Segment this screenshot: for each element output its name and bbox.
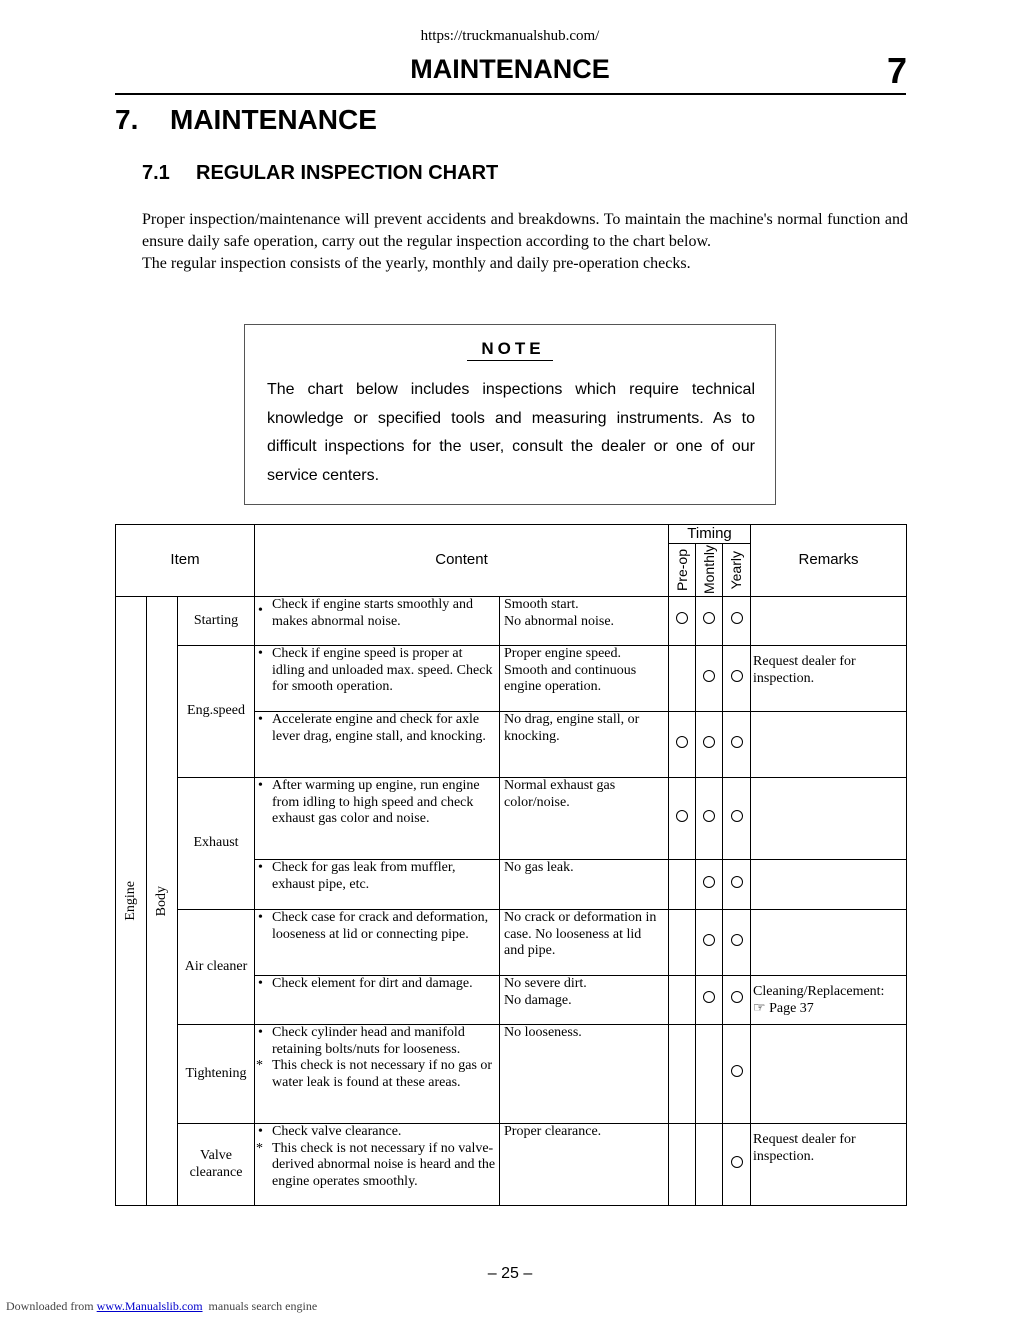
section-number: 7. bbox=[115, 104, 139, 135]
monthly-mark bbox=[696, 646, 723, 712]
subsection-title: REGULAR INSPECTION CHART bbox=[196, 162, 499, 184]
subsection-heading bbox=[142, 162, 498, 185]
check-circle-icon bbox=[703, 934, 715, 946]
yearly-mark bbox=[723, 1124, 751, 1206]
item-name: Tightening bbox=[178, 1025, 255, 1124]
note-heading-wrap bbox=[245, 339, 775, 361]
result-cell bbox=[500, 910, 669, 976]
check-circle-icon bbox=[731, 670, 743, 682]
bullet: • bbox=[258, 1025, 263, 1040]
intro-paragraph: Proper inspection/maintenance will prevent accidents and breakdowns. To maintain the machine's normal function and ensure daily safe operation, carry out the regular inspection according to the chart below. bbox=[142, 211, 908, 250]
check-circle-icon bbox=[703, 612, 715, 624]
header-preop: Pre-op bbox=[673, 548, 690, 592]
monthly-mark bbox=[696, 976, 723, 1025]
item-name: Eng.speed bbox=[178, 646, 255, 778]
remarks-cell bbox=[751, 597, 907, 646]
content-cell bbox=[255, 712, 500, 778]
chapter-number: 7 bbox=[886, 50, 907, 91]
content-cell bbox=[255, 976, 500, 1025]
result-text: Proper engine speed. Smooth and continuous engine operation. bbox=[504, 646, 637, 694]
content-text: Check for gas leak from muffler, exhaust pipe, etc. bbox=[272, 860, 456, 892]
asterisk: * bbox=[256, 1140, 263, 1156]
result-cell bbox=[500, 976, 669, 1025]
yearly-mark bbox=[723, 597, 751, 646]
header-remarks: Remarks bbox=[751, 525, 907, 597]
result-cell bbox=[500, 860, 669, 910]
page-number: – 25 – bbox=[487, 1265, 533, 1282]
remarks-text: Request dealer for inspection. bbox=[753, 1132, 856, 1164]
monthly-mark bbox=[696, 778, 723, 860]
section-heading bbox=[115, 104, 377, 136]
table-row bbox=[116, 1025, 907, 1124]
remarks-cell bbox=[751, 1025, 907, 1124]
result-text: Normal exhaust gas color/noise. bbox=[504, 778, 616, 810]
monthly-mark bbox=[696, 1025, 723, 1124]
note-heading: NOTE bbox=[467, 339, 552, 361]
header-monthly-cell bbox=[696, 544, 723, 597]
check-circle-icon bbox=[731, 1065, 743, 1077]
item-name: Exhaust bbox=[178, 778, 255, 910]
header-content: Content bbox=[255, 525, 669, 597]
result-text: No looseness. bbox=[504, 1025, 582, 1040]
check-circle-icon bbox=[731, 934, 743, 946]
intro-paragraph: The regular inspection consists of the yearly, monthly and daily pre-operation checks. bbox=[142, 255, 691, 272]
manualslib-link[interactable]: www.Manualslib.com bbox=[96, 1299, 203, 1313]
header-title: MAINTENANCE bbox=[410, 54, 610, 84]
content-line bbox=[258, 1124, 497, 1141]
check-circle-icon bbox=[731, 991, 743, 1003]
result-text: No severe dirt. No damage. bbox=[504, 976, 587, 1008]
content-note-text: This check is not necessary if no gas or water leak is found at these areas. bbox=[272, 1058, 493, 1090]
check-circle-icon bbox=[676, 612, 688, 624]
subcategory-body: Body bbox=[153, 885, 169, 917]
source-url: https://truckmanualshub.com/ bbox=[420, 28, 600, 44]
content-note bbox=[256, 1140, 497, 1191]
check-circle-icon bbox=[703, 670, 715, 682]
monthly-mark bbox=[696, 860, 723, 910]
yearly-mark bbox=[723, 976, 751, 1025]
result-cell bbox=[500, 1025, 669, 1124]
item-name: Air cleaner bbox=[178, 910, 255, 1025]
inspection-table bbox=[115, 524, 907, 1206]
remarks-cell bbox=[751, 778, 907, 860]
bullet: • bbox=[258, 712, 263, 727]
monthly-mark bbox=[696, 712, 723, 778]
content-note bbox=[256, 1058, 497, 1091]
remarks-cell bbox=[751, 860, 907, 910]
content-note-text: This check is not necessary if no valve-derived abnormal noise is heard and the engine operates smoothly. bbox=[272, 1140, 496, 1189]
check-circle-icon bbox=[703, 810, 715, 822]
check-circle-icon bbox=[731, 736, 743, 748]
bullet: • bbox=[258, 778, 263, 793]
result-text: Proper clearance. bbox=[504, 1124, 602, 1139]
content-text: Check case for crack and deformation, looseness at lid or connecting pipe. bbox=[272, 910, 489, 942]
yearly-mark bbox=[723, 910, 751, 976]
header-item: Item bbox=[116, 525, 255, 597]
preop-mark bbox=[669, 976, 696, 1025]
category-engine: Engine bbox=[122, 881, 138, 921]
header-yearly-cell bbox=[723, 544, 751, 597]
header-yearly: Yearly bbox=[728, 550, 745, 590]
preop-mark bbox=[669, 712, 696, 778]
yearly-mark bbox=[723, 778, 751, 860]
check-circle-icon bbox=[676, 736, 688, 748]
bullet: • bbox=[258, 976, 263, 991]
check-circle-icon bbox=[731, 612, 743, 624]
content-cell bbox=[255, 597, 500, 646]
bullet: • bbox=[258, 646, 263, 661]
yearly-mark bbox=[723, 646, 751, 712]
preop-mark bbox=[669, 646, 696, 712]
preop-mark bbox=[669, 1025, 696, 1124]
footer bbox=[6, 1299, 317, 1314]
table-row bbox=[116, 646, 907, 712]
bullet: • bbox=[258, 1124, 263, 1139]
content-cell bbox=[255, 646, 500, 712]
item-name: Valve clearance bbox=[178, 1124, 255, 1206]
monthly-mark bbox=[696, 597, 723, 646]
note-box bbox=[244, 324, 776, 505]
content-cell bbox=[255, 1124, 500, 1206]
content-text: Accelerate engine and check for axle lever drag, engine stall, and knocking. bbox=[272, 712, 486, 744]
check-circle-icon bbox=[731, 1156, 743, 1168]
footer-prefix: Downloaded from bbox=[6, 1299, 94, 1313]
content-line bbox=[258, 1025, 497, 1058]
header-rule bbox=[115, 93, 906, 95]
check-circle-icon bbox=[731, 810, 743, 822]
preop-mark bbox=[669, 597, 696, 646]
yearly-mark bbox=[723, 712, 751, 778]
preop-mark bbox=[669, 1124, 696, 1206]
yearly-mark bbox=[723, 860, 751, 910]
result-text: No gas leak. bbox=[504, 860, 574, 875]
asterisk: * bbox=[256, 1058, 263, 1073]
result-cell bbox=[500, 712, 669, 778]
table-row bbox=[116, 597, 907, 646]
note-text: The chart below includes inspections which require technical knowledge or specified tools and measuring instruments. As to difficult inspections for the user, consult the dealer or one of our service centers. bbox=[267, 381, 755, 484]
result-cell bbox=[500, 646, 669, 712]
remarks-cell bbox=[751, 1124, 907, 1206]
content-cell bbox=[255, 778, 500, 860]
header-preop-cell bbox=[669, 544, 696, 597]
content-text: Check valve clearance. bbox=[272, 1124, 402, 1139]
content-text: After warming up engine, run engine from idling to high speed and check exhaust gas color and noise. bbox=[272, 778, 480, 826]
content-cell bbox=[255, 860, 500, 910]
result-cell bbox=[500, 597, 669, 646]
intro-text bbox=[142, 209, 908, 275]
bullet: • bbox=[258, 910, 263, 925]
table-row bbox=[116, 778, 907, 860]
yearly-mark bbox=[723, 1025, 751, 1124]
header-timing: Timing bbox=[669, 525, 751, 544]
header-monthly: Monthly bbox=[700, 545, 717, 595]
remarks-text: Cleaning/Replacement: ☞ Page 37 bbox=[753, 984, 885, 1016]
item-name: Starting bbox=[178, 597, 255, 646]
content-cell bbox=[255, 1025, 500, 1124]
remarks-cell bbox=[751, 910, 907, 976]
subsection-number: 7.1 bbox=[142, 162, 170, 184]
section-title: MAINTENANCE bbox=[170, 104, 377, 135]
check-circle-icon bbox=[703, 991, 715, 1003]
result-text: No drag, engine stall, or knocking. bbox=[504, 712, 640, 744]
monthly-mark bbox=[696, 910, 723, 976]
result-text: No crack or deformation in case. No looseness at lid and pipe. bbox=[504, 910, 657, 958]
check-circle-icon bbox=[731, 876, 743, 888]
check-circle-icon bbox=[676, 810, 688, 822]
footer-suffix: manuals search engine bbox=[208, 1299, 318, 1313]
result-cell bbox=[500, 778, 669, 860]
preop-mark bbox=[669, 860, 696, 910]
table-row bbox=[116, 910, 907, 976]
preop-mark bbox=[669, 778, 696, 860]
bullet: • bbox=[258, 603, 263, 618]
content-cell bbox=[255, 910, 500, 976]
content-text: Check if engine speed is proper at idling and unloaded max. speed. Check for smooth operation. bbox=[272, 646, 493, 694]
table-row bbox=[116, 1124, 907, 1206]
result-text: Smooth start. No abnormal noise. bbox=[504, 597, 615, 629]
subcategory-cell bbox=[147, 597, 178, 1206]
remarks-cell bbox=[751, 976, 907, 1025]
remarks-cell bbox=[751, 646, 907, 712]
content-text: Check if engine starts smoothly and makes abnormal noise. bbox=[272, 597, 474, 629]
content-text: Check cylinder head and manifold retaining bolts/nuts for looseness. bbox=[272, 1025, 465, 1057]
result-cell bbox=[500, 1124, 669, 1206]
monthly-mark bbox=[696, 1124, 723, 1206]
check-circle-icon bbox=[703, 736, 715, 748]
check-circle-icon bbox=[703, 876, 715, 888]
preop-mark bbox=[669, 910, 696, 976]
category-cell bbox=[116, 597, 147, 1206]
content-text: Check element for dirt and damage. bbox=[272, 976, 473, 991]
remarks-text: Request dealer for inspection. bbox=[753, 654, 856, 686]
remarks-cell bbox=[751, 712, 907, 778]
bullet: • bbox=[258, 860, 263, 875]
